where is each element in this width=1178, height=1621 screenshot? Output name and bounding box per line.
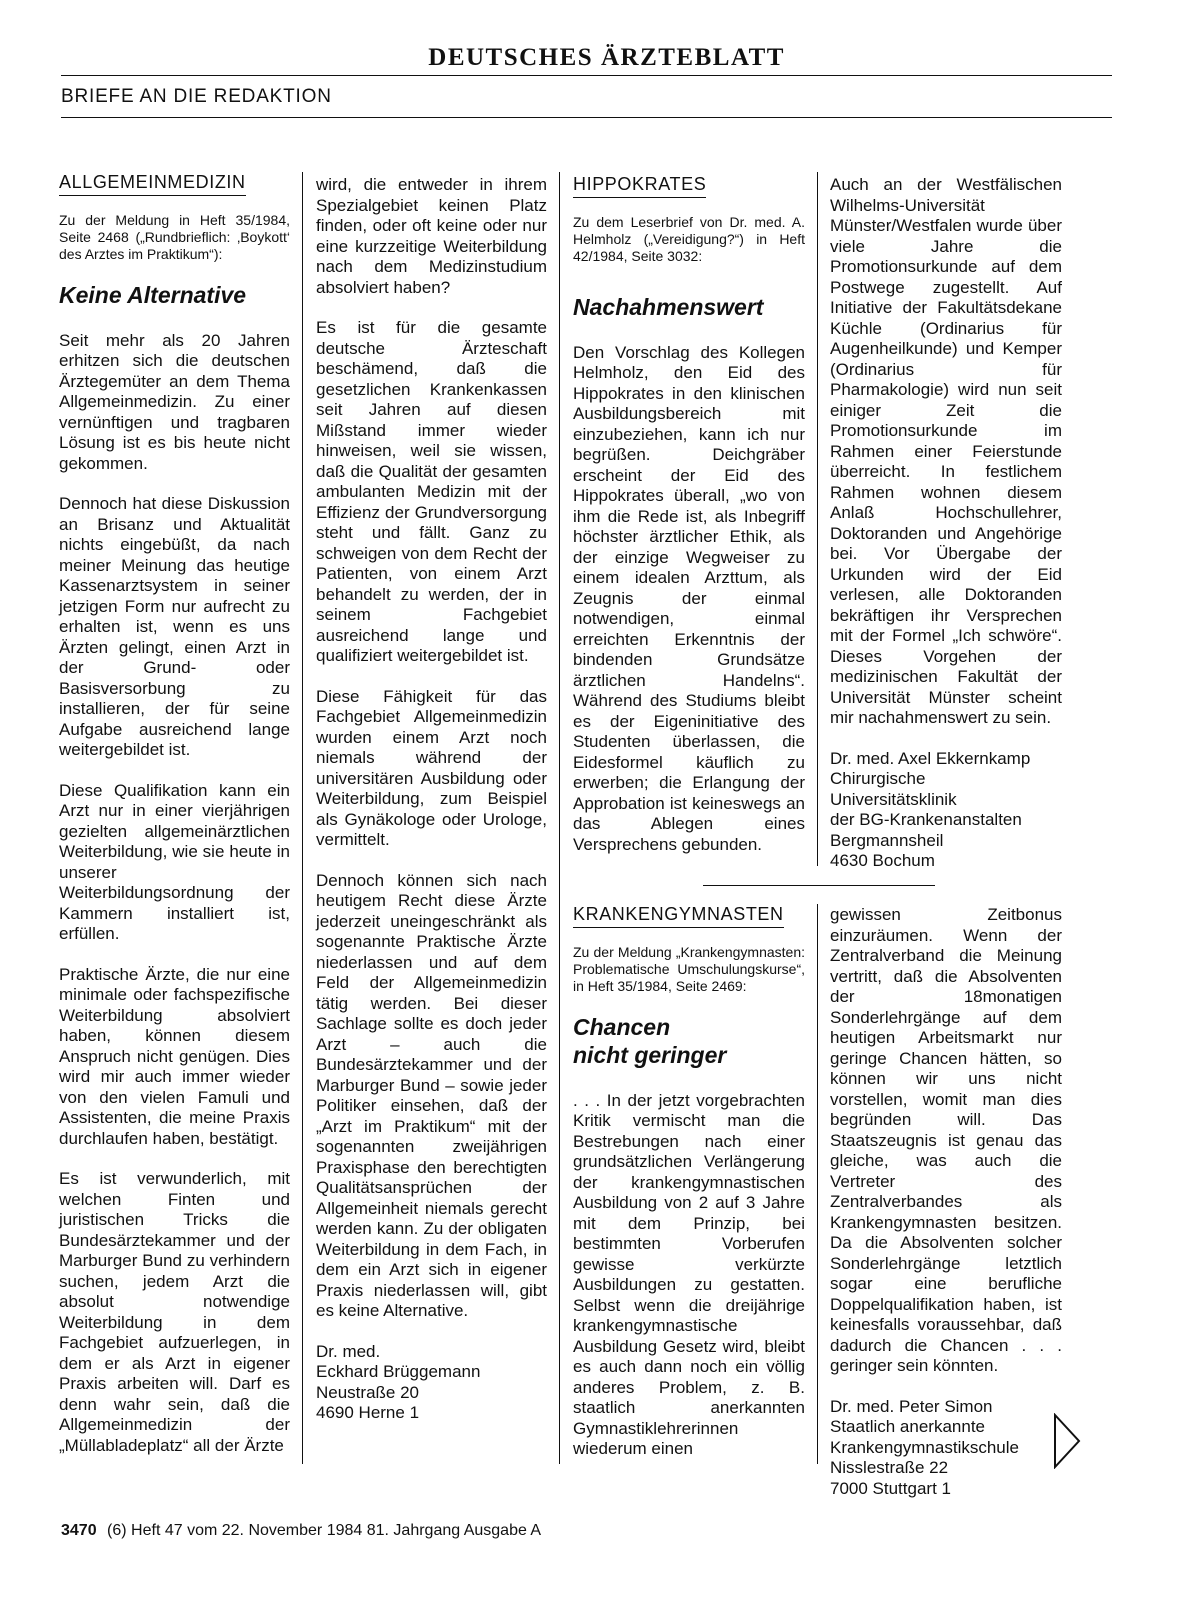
column-4-top [830, 175, 1062, 872]
signature-line: der BG-Krankenanstalten [830, 810, 1022, 829]
paragraph: Dennoch hat diese Diskussion an Brisanz und Aktualität nichts eingebüßt, da nach meiner Meinung das heutige Kassenarztsystem in seiner jetzigen Form nur aufrecht zu erhalten ist, wenn es uns Ärzten gelingt, einen Arzt in der Grund- oder Basisversorbung zu installieren, der für seine Aufgabe ausreichend lange weitergebildet ist. [59, 494, 290, 759]
paragraph: . . . In der jetzt vorgebrachten Kritik vermischt man die Bestrebungen nach einer grundsätzlichen Verlängerung der krankengymnastischen Ausbildung von 2 auf 3 Jahre mit dem Prinzip, bei bestimmten Vorberufen gewisse verkürzte Ausbildungen zu gestatten. Selbst wenn die dreijährige krankengymnastische Ausbildung Gesetz wird, bleibt es auch dann noch ein völlig anderes Problem, z. B. staatlich anerkannten Gymnastiklehrerinnen wiederum einen [573, 1090, 805, 1458]
paragraph: wird, die entweder in ihrem Spezialgebiet keinen Platz finden, oder oft keine oder nur eine kurzzeitige Weiterbildung nach dem Medizinstudium absolviert haben? [316, 175, 547, 297]
paragraph: Praktische Ärzte, die nur eine minimale oder fachspezifische Weiterbildung absolviert haben, können diesem Anspruch nicht genügen. Dies wird mir auch immer wieder von den vielen Famuli und Assistenten, die meine Praxis durchlaufen haben, bestätigt. [59, 964, 290, 1148]
signature [316, 1342, 547, 1424]
paragraph: Es ist verwunderlich, mit welchen Finten und juristischen Tricks die Bundesärztekammer und der Marburger Bund zu verhindern suchen, jedem Arzt die absolut notwendige Weiterbildung in dem Fachgebiet aufzuerlegen, in dem er als Arzt in eigener Praxis arbeiten will. Darf es denn wahr sein, daß die Allgemeinmedizin der „Müllabladeplatz“ all der Ärzte [59, 1169, 290, 1455]
signature-line: Krankengymnastikschule [830, 1437, 1019, 1457]
reference-note: Zu der Meldung „Krankengymnasten: Problematische Umschulungskurse“, in Heft 35/1984, Seite 2469: [573, 943, 805, 994]
column-divider [559, 172, 560, 1464]
signature-line: Nisslestraße 22 [830, 1458, 949, 1477]
issue-info: (6) Heft 47 vom 22. November 1984 81. Jahrgang Ausgabe A [107, 1522, 542, 1539]
column-1 [59, 172, 290, 1456]
headline-line: nicht geringer [573, 1041, 727, 1068]
rubric-hippokrates: HIPPOKRATES [573, 174, 706, 198]
signature-line: 7000 Stuttgart 1 [830, 1478, 951, 1498]
article-separator [703, 885, 935, 886]
column-divider [817, 172, 818, 866]
column-divider [302, 172, 303, 1464]
signature-line: Dr. med. Axel Ekkernkamp [830, 748, 1031, 768]
signature-line: Dr. med. Peter Simon [830, 1396, 993, 1416]
masthead-rule [61, 75, 1112, 76]
rubric-allgemeinmedizin: ALLGEMEINMEDIZIN [59, 172, 246, 196]
headline: Keine Alternative [59, 281, 247, 308]
signature-line: Staatlich anerkannte [830, 1417, 985, 1436]
column-2 [316, 175, 547, 1424]
headline: Nachahmenswert [573, 293, 764, 320]
signature [830, 749, 1062, 872]
signature-line: Neustraße 20 [316, 1382, 419, 1402]
signature-line: Universitätsklinik [830, 789, 957, 809]
column-4-bottom [830, 905, 1062, 1499]
signature-line: Eckhard Brüggemann [316, 1362, 481, 1381]
rubric-krankengymnasten: KRANKENGYMNASTEN [573, 904, 784, 928]
signature [830, 1397, 1062, 1500]
headline [573, 1013, 805, 1069]
signature-line: Bergmannsheil [830, 830, 944, 850]
reference-note: Zu dem Leserbrief von Dr. med. A. Helmholz („Vereidigung?“) in Heft 42/1984, Seite 3032: [573, 213, 805, 264]
section-title: BRIEFE AN DIE REDAKTION [61, 86, 332, 107]
reference-note: Zu der Meldung in Heft 35/1984, Seite 2468 („Rundbrieflich: ‚Boykott‘ des Arztes im Praktikum“): [59, 211, 290, 262]
footer [61, 1522, 541, 1540]
headline-line: Chancen [573, 1013, 671, 1040]
signature-line: Dr. med. [316, 1341, 381, 1361]
paragraph: Diese Fähigkeit für das Fachgebiet Allgemeinmedizin wurden einem Arzt noch niemals während der universitären Ausbildung oder Weiterbildung, zum Beispiel als Gynäkologe oder Urologe, vermittelt. [316, 686, 547, 849]
continue-arrow-icon [1053, 1413, 1081, 1469]
signature-line: 4630 Bochum [830, 851, 935, 870]
paragraph: Seit mehr als 20 Jahren erhitzen sich die deutschen Ärztegemüter an dem Thema Allgemeinmedizin. Zu einer vernünftigen und tragbaren Lösung ist es bis heute nicht gekommen. [59, 330, 290, 473]
column-divider [817, 904, 818, 1464]
paragraph: Es ist für die gesamte deutsche Ärzteschaft beschämend, daß die gesetzlichen Krankenkassen seit Jahren auf diesen Mißstand immer wieder hinweisen, weil sie wissen, daß die Qualität der gesamten ambulanten Medizin mit der Effizienz der Grundversorgung steht und fällt. Ganz zu schweigen von dem Recht der Patienten, von einem Arzt behandelt zu werden, der in seinem Fachgebiet ausreichend lange und qualifiziert weitergebildet ist. [316, 318, 547, 665]
signature-line: 4690 Herne 1 [316, 1403, 420, 1422]
paragraph: Dennoch können sich nach heutigem Recht diese Ärzte jederzeit uneingeschränkt als sogenannte Praktische Ärzte niederlassen und auf dem Feld der Allgemeinmedizin tätig werden. Bei dieser Sachlage sollte es doch jeder Arzt – auch die Bundesärztekammer und der Marburger Bund – sowie jeder Politiker einsehen, daß der „Arzt im Praktikum“ mit der sogenannten zweijährigen Praxisphase den berechtigten Qualitätsansprüchen der Allgemeinheit niemals gerecht werden kann. Zu der obligaten Weiterbildung in dem Fach, in dem ein Arzt sich in eigener Praxis niederlassen will, gibt es keine Alternative. [316, 870, 547, 1320]
masthead: DEUTSCHES ÄRZTEBLATT [428, 44, 785, 71]
paragraph: Auch an der Westfälischen Wilhelms-Universität Münster/Westfalen wurde über viele Jahre die Promotionsurkunde auf dem Postwege zugestellt. Auf Initiative der Fakultätsdekane Küchle (Ordinarius für Augenheilkunde) und Kemper (Ordinarius für Pharmakologie) wird nun seit einiger Zeit die Promotionsurkunde im Rahmen einer Feierstunde überreicht. In festlichem Rahmen wohnen diesem Anlaß Hochschullehrer, Doktoranden und Angehörige bei. Vor Übergabe der Urkunden wird der Eid verlesen, alle Doktoranden bekräftigen ihr Versprechen mit der Formel „Ich schwöre“. Dieses Vorgehen der medizinischen Fakultät der Universität Münster scheint mir nachahmenswert zu sein. [830, 175, 1062, 727]
paragraph: Diese Qualifikation kann ein Arzt nur in einer vierjährigen gezielten allgemeinärztlichen Weiterbildung, wie sie heute in unserer Weiterbildungsordnung der Kammern installiert ist, erfüllen. [59, 780, 290, 943]
signature-line: Chirurgische [830, 769, 926, 788]
paragraph: gewissen Zeitbonus einzuräumen. Wenn der Zentralverband die Meinung vertritt, daß die Absolventen der 18monatigen Sonderlehrgänge auf dem heutigen Arbeitsmarkt nur geringe Chancen hätten, so können wir uns nicht vorstellen, womit man dies begründen will. Das Staatszeugnis ist genau das gleiche, was auch die Vertreter des Zentralverbandes als Krankengymnasten besitzen. Da die Absolventen solcher Sonderlehrgänge letztlich sogar eine berufliche Doppelqualifikation haben, ist keinesfalls voraussehbar, daß dadurch die Chancen . . . geringer sein könnten. [830, 905, 1062, 1375]
page-number: 3470 [61, 1522, 97, 1539]
paragraph: Den Vorschlag des Kollegen Helmholz, den Eid des Hippokrates in den klinischen Ausbildungsbereich mit einzubeziehen, kann ich nur begrüßen. Deichgräber erscheint der Eid des Hippokrates überall, „wo von ihm die Rede ist, als Inbegriff höchster ärztlicher Ethik, als der einzige Wegweiser zu einem idealen Arzttum, als Zeugnis der einmal notwendigen, einmal erreichten Erkenntnis der bindenden Grundsätze ärztlichen Handelns“. Während des Studiums bleibt es der Eigeninitiative des Studenten überlassen, die Eidesformel käuflich zu erwerben; die Erlangung der Approbation ist keineswegs an das Ablegen eines Versprechens gebunden. [573, 342, 805, 854]
column-3-bottom [573, 904, 805, 1460]
section-rule [61, 117, 1112, 118]
column-3-top [573, 174, 805, 855]
